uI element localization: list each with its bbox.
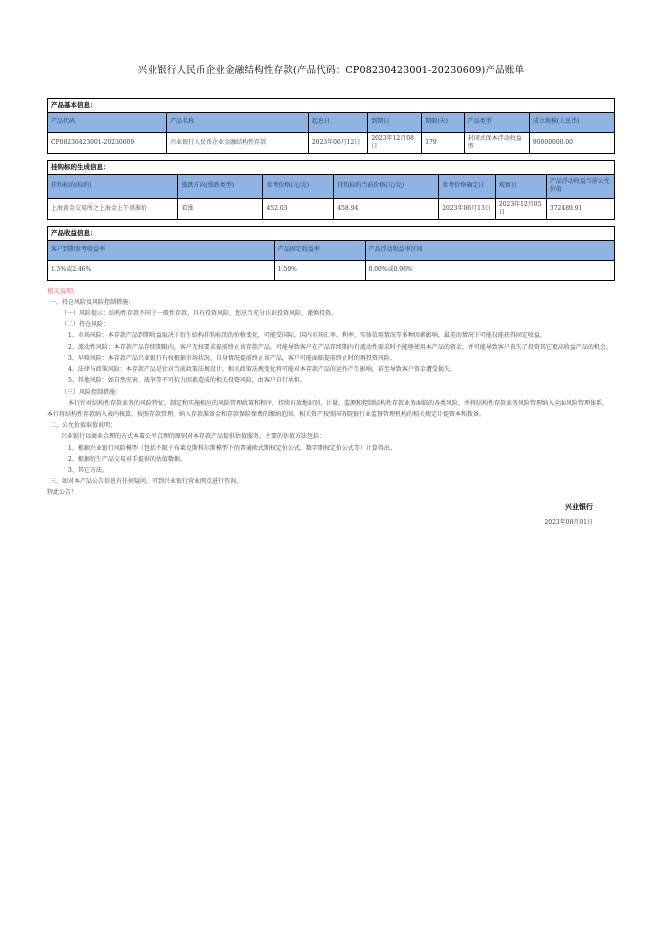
col-header-value-date: 起息日: [308, 112, 368, 132]
cell-fair-value: 372489.91: [546, 198, 614, 219]
col-header-underlying: 挂钩标的(标的): [48, 174, 178, 198]
note-line: 二、公允价值取值说明：: [50, 422, 117, 430]
col-header-direction: 涨跌方向(涨跌类型): [178, 174, 263, 198]
income-info-section-label: 产品收益信息：: [48, 226, 615, 240]
note-line: 兴业银行以商业合理的方式本着公平合理的原则对本存款产品提供估值服务，主要的估值方法包括：: [61, 433, 326, 441]
cell-current-price: 458.94: [334, 198, 439, 219]
basic-info-section-row: [48, 99, 615, 113]
col-header-observe-date: 观察日: [495, 174, 546, 198]
note-line: 本行将结构性存款纳入表内核算，按照存款管理，纳入存款准备金和存款保险保费的缴纳范围，相关资产按照国务院银行业监督管理机构的相关规定计提资本和拨备。: [47, 410, 486, 418]
income-info-section-row: [48, 226, 615, 240]
note-line: 4、法律与政策风险：本存款产品是针对当前政策法规设计，相关政策法规变化将可能对本存款产品的运作产生影响，甚至导致客户资金遭受损失。: [68, 366, 456, 374]
linked-underlying-table: [47, 160, 615, 220]
page-title: 兴业银行人民币企业金融结构性存款(产品代码：CP08230423001-20230609)产品账单: [137, 65, 525, 76]
col-header-fixed-rate: 产品固定收益率: [274, 240, 365, 260]
cell-value-date: 2023年06月12日: [308, 132, 368, 153]
cell-term-days: 179: [422, 132, 465, 153]
cell-ref-price-date: 2023年06月13日: [439, 198, 496, 219]
linked-info-data-row: [48, 198, 615, 219]
cell-product-type: 封闭式保本浮动收益型: [464, 132, 529, 153]
note-line: 1、市场风险：本存款产品到期收益取决于衍生结构挂钩标的的价格变化，可能受国际、国内市场汇率、利率、实体信用情况等多种因素影响，最差的情况下可能仅能获得固定收益。: [68, 332, 546, 340]
income-info-header-row: [48, 240, 615, 260]
col-header-floating-range: 产品浮动收益率区间: [365, 240, 614, 260]
col-header-fair-value: 产品浮动收益当前公允价值: [546, 174, 614, 198]
note-line: 3、早赎风险：本存款产品兴业银行有权根据市场状况、自身情况提前终止该产品，客户可能面临提前终止时的再投资风险。: [68, 354, 396, 362]
cell-product-code: CP08230423001-20230609: [48, 132, 167, 153]
note-line: 一、持仓风险及风险控制措施：: [50, 298, 135, 306]
col-header-customer-ref-rate: 客户到期参考收益率: [48, 240, 275, 260]
note-line: 2、流动性风险：本存款产品存续期限内，客户无权要求提前终止该存款产品，可能导致客户在产品存续期内有流动性需求时不能够使用本产品的资金，并可能导致客户丧失了投资其它更高收益产品的机会。: [68, 343, 612, 351]
notes-label: 相关说明：: [47, 286, 80, 295]
signature-block: [47, 502, 615, 526]
note-line: 1、根据兴业银行风险模型（包括不限于布莱克斯科尔斯模型下的普通欧式期权定价公式、数字期权定价公式等）计算得出。: [68, 444, 396, 452]
col-header-term-days: 期限(天): [422, 112, 465, 132]
note-line: 2、根据衍生产品交易对手提供的估值数据。: [68, 455, 186, 463]
cell-fixed-rate: 1.50%: [274, 260, 365, 280]
document-content: [47, 98, 615, 526]
note-line: 三、如对本产品公告信息有任何疑问，可到兴业银行营业网点进行咨询。: [50, 478, 243, 486]
linked-info-section-row: [48, 160, 615, 174]
cell-maturity-date: 2023年12月08日: [368, 132, 422, 153]
linked-info-header-row: [48, 174, 615, 198]
cell-observe-date: 2023年12月05日: [495, 198, 546, 219]
basic-info-section-label: 产品基本信息：: [48, 99, 615, 113]
notes-section: [47, 286, 615, 499]
signature-bank-name: 兴业银行: [565, 501, 593, 511]
col-header-scale: 成立规模(人民币): [529, 112, 614, 132]
cell-floating-range: 0.00%或0.96%: [365, 260, 614, 280]
note-line: 5、其他风险：如自然灾害、战争等不可抗力因素造成的相关投资风险，由客户自行承担。: [68, 377, 306, 385]
col-header-current-price: 挂钩标的当前价格(元/克): [334, 174, 439, 198]
col-header-maturity-date: 到期日: [368, 112, 422, 132]
note-line: 本行针对结构性存款业务的风险特征，制定和实施相应的风险管理政策和程序，持续有效地识别、计量、监测和控制结构性存款业务面临的各类风险，并将结构性存款业务风险管理纳入全面风险管理体系。: [68, 399, 609, 407]
col-header-ref-price-date: 参考价格确定日: [439, 174, 496, 198]
basic-info-header-row: [48, 112, 615, 132]
col-header-product-code: 产品代码: [48, 112, 167, 132]
signature-date: 2023年08月01日: [544, 518, 593, 526]
cell-customer-ref-rate: 1.5%或2.46%: [48, 260, 275, 280]
note-line-announcement: 特此公告！: [47, 489, 78, 497]
col-header-product-name: 产品名称: [167, 112, 309, 132]
cell-ref-price: 452.03: [263, 198, 334, 219]
col-header-product-type: 产品类型: [464, 112, 529, 132]
cell-product-name: 兴业银行人民币企业金融结构性存款: [167, 132, 309, 153]
cell-direction: 看涨: [178, 198, 263, 219]
note-line: （二）持仓风险：: [61, 321, 110, 329]
note-line: （一）风险提示：结构性存款不同于一般性存款，具有投资风险，您应当充分认识投资风险，谨慎投资。: [61, 310, 338, 318]
income-info-data-row: [48, 260, 615, 280]
note-line: 3、其它方法。: [68, 466, 108, 474]
basic-info-table: [47, 98, 615, 154]
basic-info-data-row: [48, 132, 615, 153]
linked-info-section-label: 挂钩标的生成信息：: [48, 160, 615, 174]
income-info-table: [47, 226, 615, 281]
col-header-ref-price: 参考价格(元/克): [263, 174, 334, 198]
cell-underlying: 上海黄金交易所之上海金上午基准价: [48, 198, 178, 219]
note-line: （三）风险控制措施：: [61, 388, 122, 396]
cell-scale: 90000000.00: [529, 132, 614, 153]
